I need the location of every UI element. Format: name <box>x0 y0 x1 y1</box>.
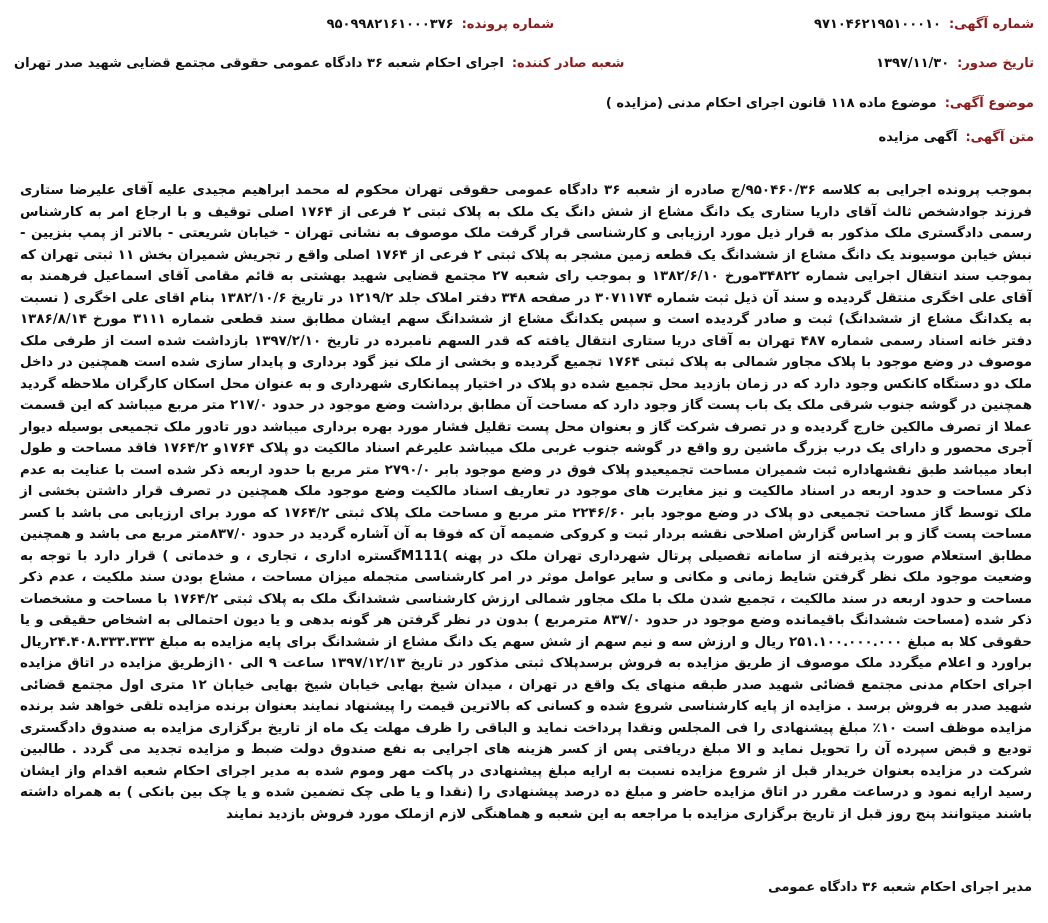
header-row-2 <box>14 51 1034 75</box>
ad-number-label: شماره آگهی: <box>948 16 1034 32</box>
signature-line: مدیر اجرای احکام شعبه ۳۶ دادگاه عمومی <box>768 880 1032 895</box>
case-number <box>14 17 554 32</box>
subject-label: موضوع آگهی: <box>944 96 1034 111</box>
ad-number-value: ۹۷۱۰۴۶۲۱۹۵۱۰۰۰۱۰ <box>814 16 941 32</box>
case-number-label: شماره پرونده: <box>461 16 554 32</box>
issuing-branch-value: اجرای احکام شعبه ۳۶ دادگاه عمومی حقوقی مجتمع قضایی شهید صدر تهران <box>14 55 504 71</box>
subject <box>606 96 1034 111</box>
case-number-value: ۹۵۰۹۹۸۲۱۶۱۰۰۰۳۷۶ <box>326 16 454 32</box>
issue-date <box>624 56 1034 71</box>
ad-body-text: بموجب پرونده اجرایی به کلاسه ۹۵۰۴۶۰/۳۶/ج صادره از شعبه ۳۶ دادگاه عمومی حقوقی تهران محکوم له محمد ابراهیم مجیدی علیه آقای علیرضا ستاری فرزند جوادشخص ثالث آقای داریا ستاری یک دانگ مشاع از شش دانگ یک ملک به پلاک ثبتی ۲ فرعی از ۱۷۶۴ اصلی توقیف و با ارجاع امر به کارشناس رسمی دادگستری ملک مذکور به قرار ذیل مورد ارزیابی و کارشناسی قرار گرفت ملک موصوف به نشانی تهران - خیابان شریعتی - بالاتر از پمپ بنزیین - نبش خیابن موسیوند یک دانگ مشاع از ششدانگ یک قطعه زمین مشجر به پلاک ثبتی ۲ فرعی از ۱۷۶۴ اصلی واقع ر تجریش شمیران بخش ۱۱ ثبتی تهران که بموجب سند انتقال اجرایی شماره ۳۴۸۲۲مورخ ۱۳۸۲/۶/۱۰ و بموجب رای شعبه ۲۷ مجتمع قضایی شهید بهشتی به قائم مقامی آقای اسماعیل فرهمند به آقای علی اخگری منتقل گردیده و سند آن ذیل ثبت شماره ۳۰۷۱۱۷۴ در صفحه ۳۴۸ دفتر املاک جلد ۱۲۱۹/۲ در تاریخ ۱۳۸۲/۱۰/۶ بنام اقای علی اخگری ( نسبت به یکدانگ مشاع از ششدانگ) ثبت و صادر گردیده است و سپس یکدانگ مشاع از ششدانگ سهم ایشان مطابق سند قطعی شماره ۳۱۱۱ مورخ ۱۳۸۶/۸/۱۴ دفتر خانه اسناد رسمی شماره ۴۸۷ تهران به آقای دریا ستاری انتقال یافته که قدر السهم نامبرده در تاریخ ۱۳۹۷/۲/۱۰ بازداشت شده است از طرفی ملک موصوف در وضع موجود با پلاک مجاور شمالی به پلاک ثبتی ۱۷۶۴ تجمیع گردیده و بخشی از ملک نیز گود برداری و پایدار سازی شده است همچنین در داخل ملک دو دستگاه کانکس وجود دارد که در زمان بازدید محل تجمیع شده دو پلاک در اختیار پیمانکاری شهرداری و به عنوان محل اسکان کارگران ملاحظه گردید همچنین در گوشه جنوب شرقی ملک یک باب پست گاز وجود دارد که مساحت آن مطابق برداشت وضع موجود در حدود ۲۱۷/۰ متر مربع میباشد که این قسمت عملا از تصرف مالکین خارج گردیده و در تصرف شرکت گاز و بعنوان محل پست تقلیل فشار مورد بهره برداری میباشد دور تادور ملک تجمیعی بوسیله دیوار آجری محصور و دارای یک درب بزرگ ماشین رو واقع در گوشه جنوب غربی ملک میباشد علیرغم اسناد مالکیت دو پلاک ۱۷۶۴و ۱۷۶۴/۲ فاقد مساحت و طول ابعاد میباشد طبق نقشهاداره ثبت شمیران مساحت تجمیعیدو پلاک فوق در وضع موجود بابر ۲۷۹۰/۰ متر مربع با حدود اربعه ذکر شده است با عنایت به عدم ذکر مساحت و حدود اربعه در اسناد مالکیت و نیز مغایرت های موجود در تعاریف اسناد مالکیت وضع موجود ملک همچنین در تصرف قرار داشتن بخشی از ملک توسط گاز مساحت تجمیعی دو پلاک در وضع موجود بابر ۲۲۴۶/۶۰ متر مربع و مساحت ملک پلاک ثبتی ۱۷۶۴/۲ که مورد برای ارزیابی می باشد با کسر مساحت پست گاز و بر اساس گزارش اصلاحی نقشه بردار ثبت و کروکی ضمیمه آن که فوقا به آن آشاره گردید در حدود ۸۳۷/۰متر مربع می باشد و همچنین مطابق استعلام صورت پذیرفته از سامانه تفصیلی پرتال شهرداری تهران ملک در پهنه )M111گستره اداری ، تجاری ، و خدماتی ) قرار دارد با توجه به وضعیت موجود ملک نظر گرفتن شایط زمانی و مکانی و سایر عوامل موثر در امر کارشناسی متجمله میزان مساحت ، مشاع بودن سند ملکیت ، عدم ذکر مساحت و حدود اربعه در سند مالکیت ، تجمیع شدن ملک با ملک مجاور شمالی ارزش کارشناسی ششدانگ ملک به پلاک ثبتی ۱۷۶۴/۲ با مساحت و مشخصات ذکر شده (مساحت ششدانگ باقیمانده وضع موجود در حدود ۸۳۷/۰ مترمربع ) بدون در نظر گرفتن هر گونه بدهی و یا دیون احتمالی به اشخاص حقیقی و یا حقوقی کلا به مبلغ ۲۵۱.۱۰۰.۰۰۰.۰۰۰ ریال و ارزش سه و نیم سهم از شش سهم یک دانگ مشاع از ششدانگ برای پایه مزایده به مبلغ ۲۴.۴۰۸.۳۳۳.۳۳۳ریال براورد و اعلام میگردد ملک موصوف از طریق مزایده به فروش برسدپلاک ثبتی مذکور در تاریخ ۱۳۹۷/۱۲/۱۳ ساعت ۹ الی ۱۰ازطریق مزایده در اتاق مزایده اجرای احکام مدنی مجتمع قضائی شهید صدر طبقه منهای یک واقع در تهران ، میدان شیخ بهایی خیابان شیخ بهایی خیابان ۱۲ متری اول مجتمع قضائی شهید صدر به فروش برسد . مزایده از پایه کارشناسی شروع شده و کسانی که بالاترین قیمت را پیشنهاد نمایند بعنوان برنده مزایده تلقی خواهد شد برنده مزایده موظف است ۱۰٪ مبلغ پیشنهادی را فی المجلس ونقدا پرداخت نماید و الباقی را ظرف مهلت یک ماه از تاریخ برگزاری مزایده به صندوق دادگستری تودیع و قبض سپرده آن را تحویل نماید و الا مبلغ دریافتی پس از کسر هزینه های اجرایی به نفع صندوق دولت ضبط و مزایده تجدید می گردد . طالبین شرکت در مزایده بعنوان خریدار قبل از شروع مزایده نسبت به ارایه مبلغ پیشنهادی در پاکت مهر وموم شده به مدیر اجرای احکام شعبه اقدام واز ایشان رسید ارایه نمود و درساعت مقرر در اتاق مزایده حاضر و مبلغ ده درصد پیشنهادی را (نقدا و یا طی چک تضمین شده و یا چک بین بانکی ) به همراه داشته باشند میتوانند پنج روز قبل از تاریخ برگزاری مزایده با مراجعه به این شعبه و هماهنگی لازم ازملک مورد فروش بازدید نمایند <box>20 183 1033 822</box>
body-title <box>879 130 1034 145</box>
body-title-value: آگهی مزایده <box>878 130 958 145</box>
subject-value: موضوع ماده ۱۱۸ قانون اجرای احکام مدنی (مزایده ) <box>605 96 937 111</box>
issue-date-value: ۱۳۹۷/۱۱/۳۰ <box>876 55 950 71</box>
issuing-branch-label: شعبه صادر کننده: <box>511 55 625 71</box>
issuing-branch <box>14 56 624 71</box>
body-title-label: متن آگهی: <box>965 130 1034 145</box>
ad-number <box>554 17 1034 32</box>
issue-date-label: تاریخ صدور: <box>957 55 1034 71</box>
header-row-1 <box>14 12 1034 36</box>
